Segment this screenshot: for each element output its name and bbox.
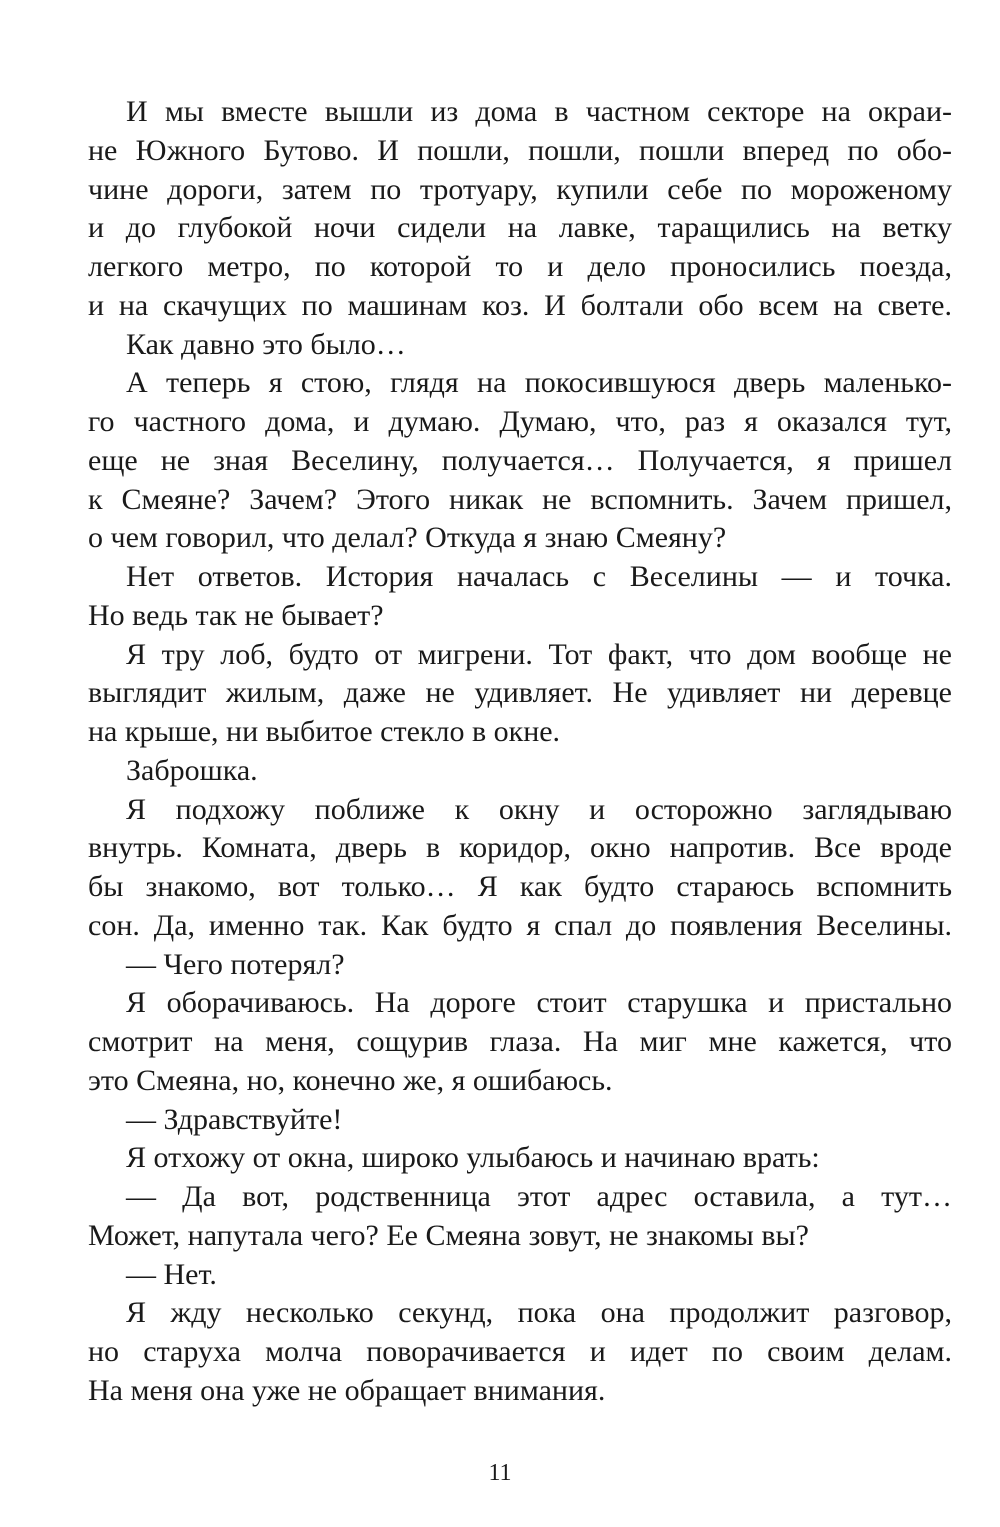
text-line: го частного дома, и думаю. Думаю, что, раз я оказался тут, xyxy=(88,405,952,438)
text-line: — Здравствуйте! xyxy=(126,1102,343,1136)
text-line: на крыше, ни выбитое стекло в окне. xyxy=(88,715,561,748)
text-line: — Чего потерял? xyxy=(126,947,345,981)
text-line: Может, напутала чего? Ее Смеяна зовут, не знакомы вы? xyxy=(88,1218,809,1252)
text-line: но старуха молча поворачивается и идет по своим делам. xyxy=(88,1335,952,1368)
text-line: И мы вместе вышли из дома в частном секторе на окраи- xyxy=(126,95,952,128)
text-line: Заброшка. xyxy=(126,753,258,787)
text-line: — Нет. xyxy=(126,1257,217,1291)
text-line: и на скачущих по машинам коз. И болтали обо всем на свете. xyxy=(88,288,952,322)
text-line: выглядит жилым, даже не удивляет. Не удивляет ни деревце xyxy=(88,676,952,710)
text-line: не Южного Бутово. И пошли, пошли, пошли вперед по обо- xyxy=(88,133,952,167)
text-line: А теперь я стою, глядя на покосившуюся дверь маленько- xyxy=(126,366,952,400)
text-line: чине дороги, затем по тротуару, купили себе по мороженому xyxy=(88,172,952,206)
text-line: Я тру лоб, будто от мигрени. Тот факт, что дом вообще не xyxy=(126,637,952,671)
text-line: — Да вот, родственница этот адрес оставила, а тут… xyxy=(126,1180,952,1213)
body-text xyxy=(88,93,952,1411)
text-line: сон. Да, именно так. Как будто я спал до появления Веселины. xyxy=(88,908,952,942)
text-line: внутрь. Комната, дверь в коридор, окно напротив. Все вроде xyxy=(88,831,952,865)
text-line: бы знакомо, вот только… Я как будто стараюсь вспомнить xyxy=(88,870,952,903)
text-line: это Смеяна, но, конечно же, я ошибаюсь. xyxy=(88,1063,613,1097)
text-line: Как давно это было… xyxy=(126,327,406,361)
text-line: к Смеяне? Зачем? Этого никак не вспомнить. Зачем пришел, xyxy=(88,482,952,516)
text-line: легкого метро, по которой то и дело проносились поезда, xyxy=(88,250,952,283)
text-line: Я отхожу от окна, широко улыбаюсь и начинаю врать: xyxy=(126,1141,820,1175)
text-line: еще не зная Веселину, получается… Получается, я пришел xyxy=(88,443,952,477)
text-line: смотрит на меня, сощурив глаза. На миг мне кажется, что xyxy=(88,1025,952,1058)
text-line: На меня она уже не обращает внимания. xyxy=(88,1373,606,1407)
text-line: Нет ответов. История началась с Веселины — и точка. xyxy=(126,560,952,593)
page-number: 11 xyxy=(488,1460,512,1486)
text-line: Я жду несколько секунд, пока она продолжит разговор, xyxy=(126,1296,952,1330)
text-line: и до глубокой ночи сидели на лавке, таращились на ветку xyxy=(88,211,952,245)
text-line: Я подхожу поближе к окну и осторожно заглядываю xyxy=(126,792,952,826)
text-line: о чем говорил, что делал? Откуда я знаю Смеяну? xyxy=(88,521,727,555)
text-line: Я оборачиваюсь. На дороге стоит старушка и пристально xyxy=(126,986,952,1020)
text-line: Но ведь так не бывает? xyxy=(88,598,384,632)
